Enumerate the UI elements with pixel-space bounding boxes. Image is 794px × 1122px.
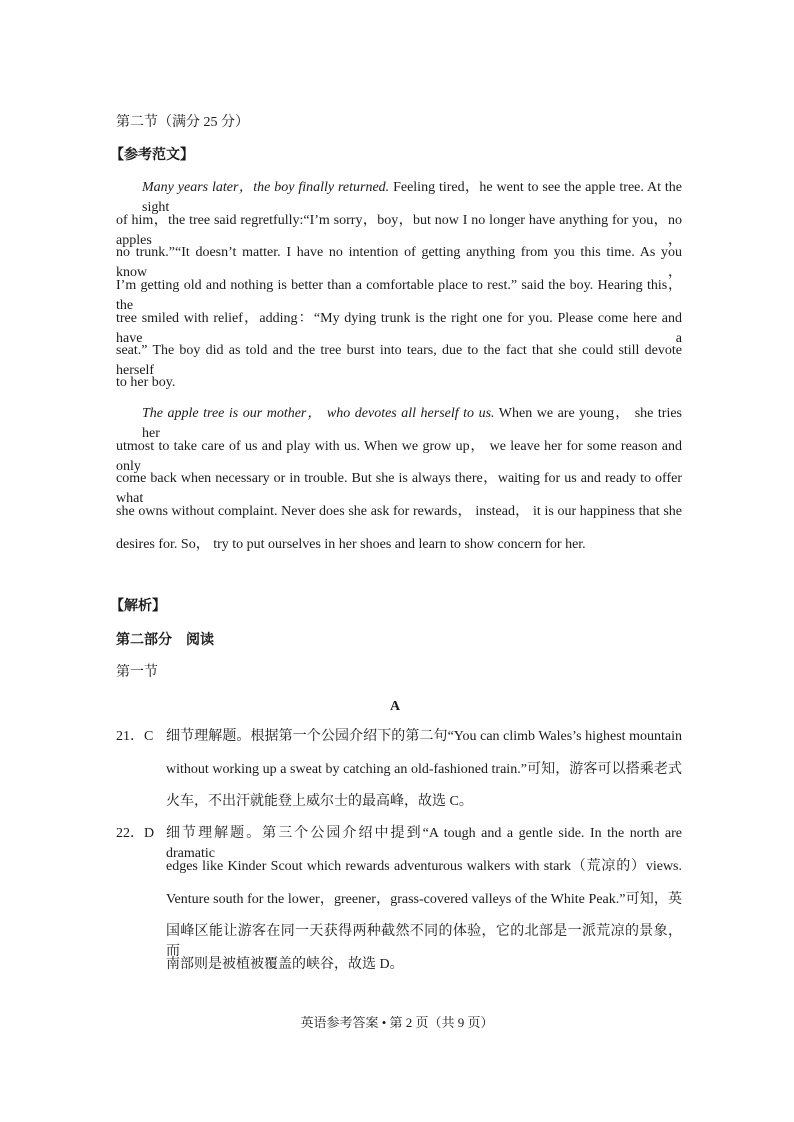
q21-number: 21．C bbox=[116, 729, 154, 744]
essay-p1-line3: no trunk.”“It doesn’t matter. I have no intention of getting anything from you this time. As you know， bbox=[116, 245, 682, 280]
essay-p1-line5: tree smiled with relief，adding：“My dying trunk is the right one for you. Please come here and have a bbox=[116, 311, 682, 346]
essay-p1-line6: seat.” The boy did as told and the tree burst into tears, due to the fact that she could still devote herself bbox=[116, 343, 682, 378]
section-writing-title: 第二节（满分 25 分） bbox=[116, 115, 249, 130]
page-footer: 英语参考答案 • 第 2 页（共 9 页） bbox=[300, 1015, 494, 1030]
essay-heading: 【参考范文】 bbox=[110, 148, 194, 163]
passage-label: A bbox=[390, 699, 401, 714]
q21-line2: without working up a sweat by catching an old-fashioned train.”可知，游客可以搭乘老式 bbox=[166, 762, 682, 777]
q22-line2: edges like Kinder Scout which rewards adventurous walkers with stark（荒凉的）views. bbox=[166, 859, 682, 874]
essay-p2-line5: desires for. So， try to put ourselves in her shoes and learn to show concern for her. bbox=[116, 537, 586, 552]
essay-p2-line1-rest: When we are young， she tries her bbox=[142, 406, 682, 441]
q21-line1: 细节理解题。根据第一个公园介绍下的第二句“You can climb Wales’s highest mountain bbox=[166, 729, 682, 744]
q22-number: 22．D bbox=[116, 826, 155, 841]
part-two-heading: 第二部分 阅读 bbox=[116, 633, 214, 648]
essay-p1-line2: of him，the tree said regretfully:“I’m sorry，boy，but now I no longer have anything for you，no apples， bbox=[116, 213, 682, 248]
section-one-heading: 第一节 bbox=[116, 665, 158, 680]
essay-p2-line3: come back when necessary or in trouble. But she is always there，waiting for us and ready to offer what bbox=[116, 471, 682, 506]
essay-p2-line4: she owns without complaint. Never does she ask for rewards， instead， it is our happiness that she bbox=[116, 504, 682, 519]
q22-line1: 细节理解题。第三个公园介绍中提到“A tough and a gentle side. In the north are dramatic bbox=[166, 826, 682, 861]
q22-line5: 南部则是被植被覆盖的峡谷，故选 D。 bbox=[166, 957, 404, 972]
essay-p1-line7: to her boy. bbox=[116, 375, 176, 390]
essay-p2-line2: utmost to take care of us and play with us. When we grow up， we leave her for some reason and only bbox=[116, 439, 682, 474]
q22-line4: 国峰区能让游客在同一天获得两种截然不同的体验，它的北部是一派荒凉的景象，而 bbox=[166, 924, 682, 959]
essay-p1-line1-rest: Feeling tired，he went to see the apple tree. At the sight bbox=[142, 180, 682, 215]
essay-p2-line1 bbox=[116, 404, 682, 441]
essay-p2-italic-lead: The apple tree is our mother， who devotes all herself to us. bbox=[142, 406, 495, 421]
q21-line3: 火车，不出汗就能登上威尔士的最高峰，故选 C。 bbox=[166, 794, 473, 809]
analysis-heading: 【解析】 bbox=[110, 599, 166, 614]
q22-line3: Venture south for the lower，greener，grass-covered valleys of the White Peak.”可知，英 bbox=[166, 892, 682, 907]
essay-p1-line1 bbox=[116, 178, 682, 215]
essay-p1-line4: I’m getting old and nothing is better than a comfortable place to rest.” said the boy. Hearing this， the bbox=[116, 278, 682, 313]
essay-p1-italic-lead: Many years later，the boy finally returned. bbox=[142, 180, 390, 195]
